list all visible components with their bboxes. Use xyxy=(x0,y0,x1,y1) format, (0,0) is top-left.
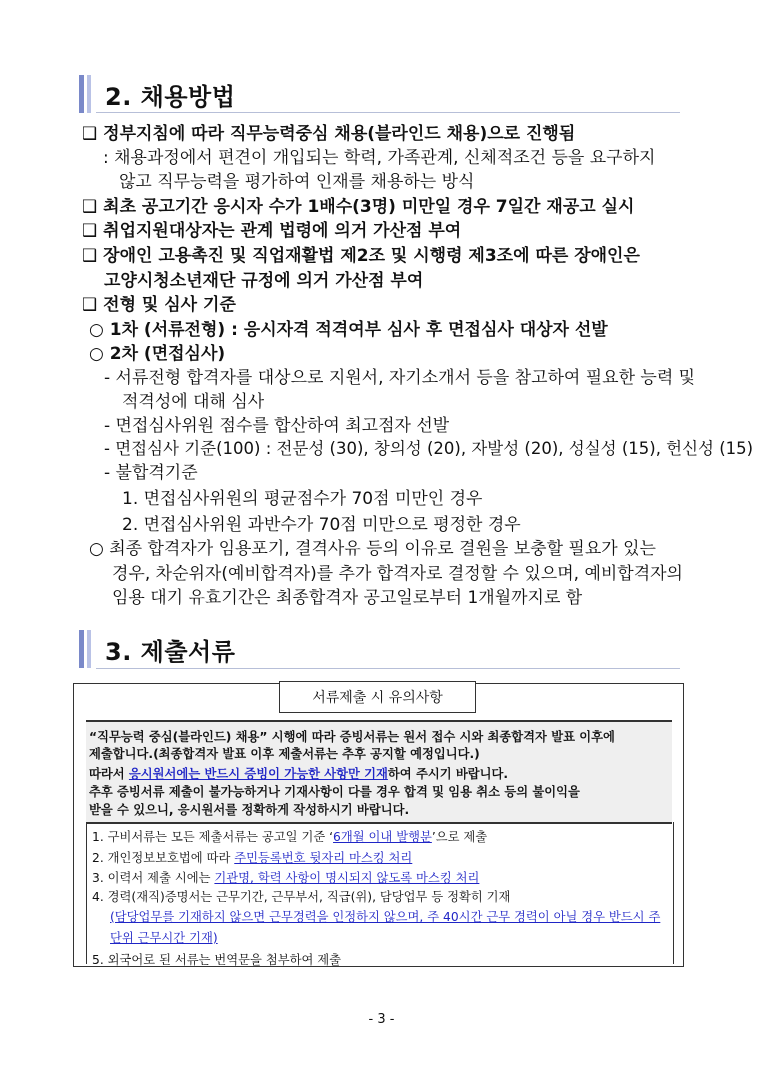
section-3-underline xyxy=(96,668,680,669)
section-3-title: 3. 제출서류 xyxy=(105,637,236,666)
header-accent-bar-light xyxy=(87,75,91,113)
fail-criterion: 1. 면접심사위원의 평균점수가 70점 미만인 경우 xyxy=(122,489,483,509)
notice-box-title: 서류제출 시 유의사항 xyxy=(279,681,476,713)
section-2-underline xyxy=(96,112,680,113)
stage-item: ○ 1차 (서류전형) : 응시자격 적격여부 심사 후 면접심사 대상자 선발 xyxy=(89,320,608,340)
notice-text: 하여 주시기 바랍니다. xyxy=(387,767,509,781)
stage-detail: - 불합격기준 xyxy=(104,463,198,483)
policy-item: ❑ 최초 공고기간 응시자 수가 1배수(3명) 미만일 경우 7일간 재공고 실시 xyxy=(82,197,635,217)
doc-item xyxy=(92,828,487,846)
section-2-title: 2. 채용방법 xyxy=(105,82,236,111)
doc-highlight: 주민등록번호 뒷자리 마스킹 처리 xyxy=(234,851,413,865)
policy-item-detail: : 채용과정에서 편견이 개입되는 학력, 가족관계, 신체적조건 등을 요구하지 xyxy=(103,148,656,168)
policy-item: ❑ 정부지침에 따라 직무능력중심 채용(블라인드 채용)으로 진행됨 xyxy=(82,124,576,144)
stage-detail: - 면접심사위원 점수를 합산하여 최고점자 선발 xyxy=(104,416,450,436)
page-number: - 3 - xyxy=(368,1012,395,1027)
policy-item: ❑ 장애인 고용촉진 및 직업재활법 제2조 및 시행령 제3조에 따른 장애인은 xyxy=(82,246,640,266)
stage-item: ○ 최종 합격자가 임용포기, 결격사유 등의 이유로 결원을 보충할 필요가 있는 xyxy=(89,539,656,559)
doc-item xyxy=(92,869,479,887)
doc-item: 5. 외국어로 된 서류는 번역문을 첨부하여 제출 xyxy=(92,953,342,967)
policy-item: ❑ 취업지원대상자는 관계 법령에 의거 가산점 부여 xyxy=(82,221,462,241)
policy-item-detail: 않고 직무능력을 평가하여 인재를 채용하는 방식 xyxy=(119,172,475,192)
section-2-header xyxy=(79,74,235,114)
doc-text: 1. 구비서류는 모든 제출서류는 공고일 기준 ‘ xyxy=(92,830,334,844)
doc-item xyxy=(92,849,412,867)
doc-text: 3. 이력서 제출 시에는 xyxy=(92,871,211,885)
stage-detail: - 면접심사 기준(100) : 전문성 (30), 창의성 (20), 자발성 (20), 성실성 (15), 헌신성 (15) xyxy=(104,439,754,458)
stage-item-detail: 경우, 차순위자(예비합격자)를 추가 합격자로 결정할 수 있으며, 예비합격자의 xyxy=(112,564,683,584)
notice-line-emphasis xyxy=(89,765,508,783)
notice-panel xyxy=(86,720,672,824)
notice-line: 추후 증빙서류 제출이 불가능하거나 기재사항이 다를 경우 합격 및 임용 취소 등의 불이익을 xyxy=(89,785,580,799)
notice-highlight: 응시원서에는 반드시 증빙이 가능한 사항만 기재 xyxy=(128,767,388,781)
header-accent-bar xyxy=(79,75,84,113)
doc-text: 2. 개인정보보호법에 따라 xyxy=(92,851,231,865)
doc-highlight: 6개월 이내 발행분 xyxy=(333,830,432,844)
stage-detail: 적격성에 대해 심사 xyxy=(122,392,265,412)
fail-criterion: 2. 면접심사위원 과반수가 70점 미만으로 평정한 경우 xyxy=(122,515,521,535)
notice-line: “직무능력 중심(블라인드) 채용” 시행에 따라 증빙서류는 원서 접수 시와 최종합격자 발표 이후에 xyxy=(89,730,615,744)
doc-item: 4. 경력(재직)증명서는 근무기간, 근무부서, 직급(위), 담당업무 등 정확히 기재 xyxy=(92,890,511,904)
header-accent-bar-light xyxy=(87,630,91,668)
doc-item-note: 단위 근무시간 기재) xyxy=(110,931,218,945)
section-3-header xyxy=(79,629,235,669)
notice-text: 따라서 xyxy=(89,767,125,781)
notice-line: 받을 수 있으니, 응시원서를 정확하게 작성하시기 바랍니다. xyxy=(89,803,410,817)
policy-item-detail: 고양시청소년재단 규정에 의거 가산점 부여 xyxy=(104,271,424,291)
notice-line: 제출합니다.(최종합격자 발표 이후 제출서류는 추후 공지할 예정입니다.) xyxy=(89,747,480,761)
stage-detail: - 서류전형 합격자를 대상으로 지원서, 자기소개서 등을 참고하여 필요한 능력 및 xyxy=(104,368,696,388)
policy-item: ❑ 전형 및 심사 기준 xyxy=(82,295,236,315)
doc-text: ’으로 제출 xyxy=(431,830,488,844)
doc-item-note: (담당업무를 기재하지 않으면 근무경력을 인정하지 않으며, 주 40시간 근무 경력이 아닐 경우 반드시 주 xyxy=(110,910,661,924)
header-accent-bar xyxy=(79,630,84,668)
stage-item: ○ 2차 (면접심사) xyxy=(89,344,226,364)
doc-highlight: 기관명, 학력 사항이 명시되지 않도록 마스킹 처리 xyxy=(214,871,480,885)
stage-item-detail: 임용 대기 유효기간은 최종합격자 공고일로부터 1개월까지로 함 xyxy=(112,588,583,608)
